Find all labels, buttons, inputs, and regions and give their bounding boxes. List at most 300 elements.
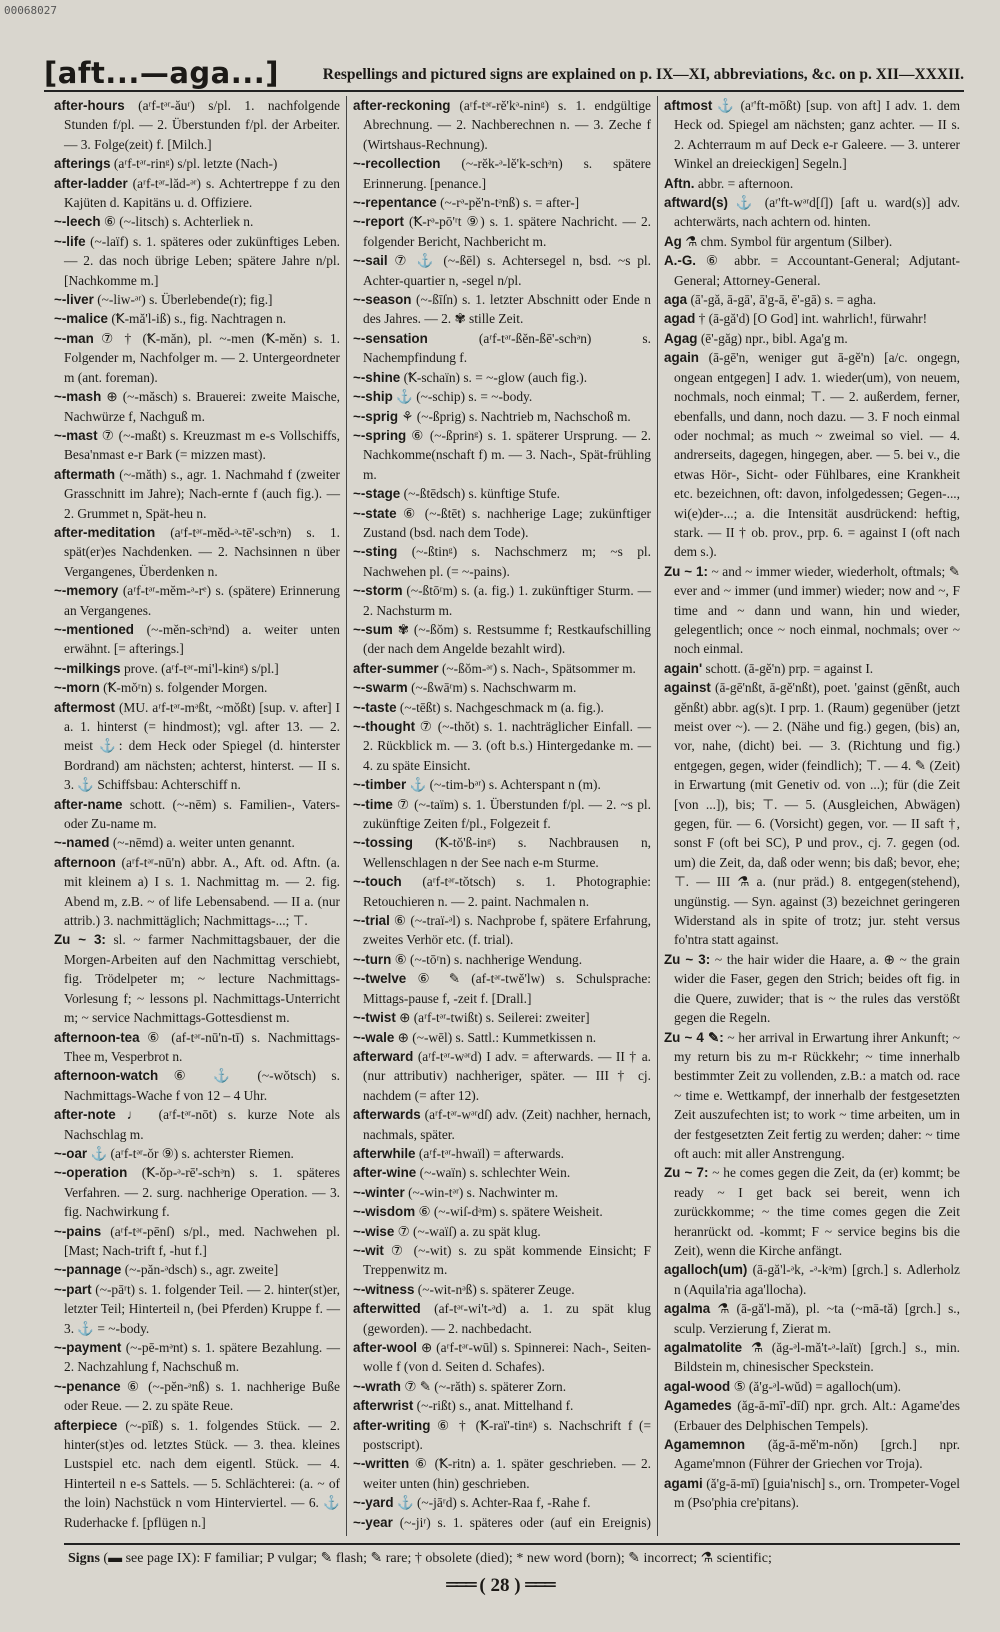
dictionary-entry: [54, 1280, 340, 1338]
entry-headword: ~-mentioned: [54, 621, 134, 637]
dictionary-entry: [664, 1435, 960, 1474]
entry-headword: ~-tossing: [353, 835, 413, 851]
entry-definition: (~-ßtinᵍ) s. Nachschmerz m; ~s pl. Nachwehen pl. (= ~-pains).: [363, 544, 651, 579]
entry-headword: ~-witness: [353, 1281, 415, 1297]
entry-headword: Agamedes: [664, 1398, 732, 1414]
entry-definition: † (ā-gă'd) [O God] int. wahrlich!, fürwahr!: [698, 311, 928, 327]
entry-definition: ⑦ ⚓ (~-ßēl) s. Achtersegel n, bsd. ~s pl. Achter-quartier n, -segel n/pl.: [363, 253, 651, 288]
entry-headword: [54, 1534, 152, 1536]
dictionary-entry: [353, 620, 651, 659]
dictionary-entry: [353, 795, 651, 834]
entry-definition: (Ꝁ-tŏ'ß-inᵍ) s. Nachbrausen n, Wellenschlagen n der See nach e-m Sturme.: [363, 835, 651, 870]
entry-headword: agad: [664, 311, 696, 327]
entry-headword: Agag: [664, 330, 698, 346]
double-bar-icon: ═══: [525, 1574, 554, 1596]
entry-headword: afternoon-tea: [54, 1029, 140, 1045]
entry-definition: (~-nēmd) a. weiter unten genannt.: [112, 835, 295, 851]
dictionary-entry: [664, 1028, 960, 1164]
entry-definition: (ā-gă'l-ᵊk, -ᵊ-kᵊm) [grch.] s. Adlerholz n (Aquila'ria aga'llocha).: [674, 1262, 960, 1297]
entry-headword: agalloch(um): [664, 1262, 748, 1278]
dictionary-entry: [353, 193, 651, 212]
entry-definition: (~-rißt) s., anat. Mittelhand f.: [416, 1398, 574, 1414]
dictionary-columns: [48, 96, 968, 1536]
entry-definition: (~-măth) s., agr. 1. Nachmahd f (zweiter Grasschnitt im Jahre); Nach-ernte f (auch fig.). — 2. Grummet n, Spät-heu n.: [64, 466, 340, 521]
entry-definition: ⑥ (~-ßtēt) s. nachherige Lage; zukünftiger Zustand (bsd. nach dem Tode).: [363, 505, 651, 540]
scan-id: 00068027: [4, 4, 57, 17]
dictionary-entry: [353, 1222, 651, 1241]
entry-definition: (ā'-gă, ā-gā', ā'g-ā, ē'-gā) s. = agha.: [690, 292, 877, 308]
dictionary-entry: [664, 562, 960, 659]
dictionary-entry: [353, 1028, 651, 1047]
entry-definition: ~ her arrival in Erwartung ihrer Ankunft; ~ my return bis zu m-r Rückkehr; ~ time innerhalb bestimmter Zeit zu vollenden, z.B.: a match od. race ~ time e. Wettkampf, der innerhalb der festgesetzten Zeit auszufechten ist; to work ~ time arbeiten, um in der festgesetzten Zeit fertig zu werden; daher: ~ time oft auch: mit aller Anstrengung.: [674, 1029, 960, 1161]
entry-definition: (~-pāʳt) s. 1. folgender Teil. — 2. hinter(st)er, letzter Teil; Hinterteil n, (bei Pferden) Kruppe f. — 3. ⚓ = ~-body.: [64, 1281, 340, 1336]
entry-headword: Zu ~ 3:: [664, 951, 711, 967]
dictionary-entry: [664, 1377, 960, 1396]
entry-headword: ~-sting: [353, 544, 398, 560]
entry-definition: (af-tᵊʳ-wi't-ᵊd) a. 1. zu spät klug (geworden). — 2. nachbedacht.: [363, 1301, 651, 1336]
entry-definition: (MU. aʳf-tᵊʳ-mᵊßt, ~mŏßt) [sup. v. after] I a. 1. hinterst (= hindmost); vgl. after 13. — 2. meist ⚓: dem Heck oder Spiegel (d. hinterster Bordrand) am nächsten; achterst, hinterst. — II s. 3. ⚓ Schiffsbau: Achterschiff n.: [64, 699, 340, 793]
entry-headword: aftward(s): [664, 195, 728, 211]
entry-definition: (aʳf-tᵊʳ-rĕ'kᵊ-ninᵍ) s. 1. endgültige Abrechnung. — 2. Nachberechnen n. — 3. Zeche f (Wirtshaus-Rechnung).: [363, 98, 651, 152]
dictionary-entry: [54, 1066, 340, 1105]
dictionary-entry: [54, 212, 340, 231]
dictionary-entry: [54, 1377, 340, 1416]
entry-definition: ⚓ (~-schip) s. = ~-body.: [396, 389, 533, 405]
dictionary-entry: [54, 1532, 340, 1536]
entry-headword: ~-swarm: [353, 680, 408, 696]
entry-definition: (~-mĕn-schᵊnd) a. weiter unten erwähnt. [= afterings.]: [64, 621, 340, 657]
entry-definition: ⑦ † (Ꝁ-măn), pl. ~-men (Ꝁ-mĕn) s. 1. Folgender m, Nachfolger m. — 2. Untergeordneter m (ant. foreman).: [64, 330, 340, 385]
dictionary-entry: [353, 717, 651, 775]
dictionary-entry: [54, 678, 340, 697]
entry-headword: ~-turn: [353, 951, 392, 967]
entry-definition: [156, 1534, 291, 1536]
dictionary-entry: [664, 174, 960, 193]
entry-headword: ~-season: [353, 292, 412, 308]
entry-definition: (~-păn-ᵊdsch) s., agr. zweite]: [124, 1262, 279, 1278]
entry-headword: agalma: [664, 1301, 711, 1317]
entry-headword: ~-milkings: [54, 660, 121, 676]
entry-definition: ⚓ (~-jāʳd) s. Achter-Raa f, -Rahe f.: [396, 1495, 591, 1511]
entry-definition: (aʳf-tᵊʳ-mĕm-ᵊ-rᵉ) s. (spätere) Erinnerung an Vergangenes.: [64, 583, 340, 618]
entry-definition: (~-rᵊ-pĕ'n-tᵊnß) s. = after-]: [440, 195, 580, 211]
dictionary-entry: [353, 1416, 651, 1455]
dictionary-entry: [54, 1105, 340, 1144]
entry-definition: ⑥ (af-tᵊʳ-nū'n-tī) s. Nachmittags-Thee m, Vesperbrot n.: [64, 1029, 340, 1064]
dictionary-entry: [353, 1454, 651, 1493]
dictionary-entry: [353, 96, 651, 154]
entry-headword: Ag: [664, 233, 682, 249]
entry-headword: after-reckoning: [353, 98, 451, 113]
dictionary-entry: [54, 465, 340, 523]
dictionary-entry: [54, 1222, 340, 1261]
dictionary-entry: [353, 329, 651, 368]
dictionary-entry: [353, 1338, 651, 1377]
dictionary-entry: [54, 309, 340, 328]
entry-definition: ⊕ (aʳf-tᵊʳ-twißt) s. Seilerei: zweiter]: [399, 1010, 590, 1026]
entry-headword: ~-payment: [54, 1340, 122, 1355]
dictionary-entry: [353, 950, 651, 969]
entry-headword: ~-thought: [353, 719, 416, 734]
dictionary-entry: [353, 542, 651, 581]
entry-headword: afterwrist: [353, 1398, 414, 1414]
entry-definition: ⊕ (aʳf-tᵊʳ-wūl) s. Spinnerei: Nach-, Seiten-wolle f (von d. Seiten d. Schafes).: [363, 1340, 651, 1375]
signs-text: F familiar; P vulgar; ✎ flash; ✎ rare; † obsolete (died); * new word (born); ✎ incorrect; ⚗ scientific;: [203, 1551, 772, 1566]
entry-definition: abbr. = afternoon.: [697, 175, 794, 191]
entry-headword: ~-life: [54, 233, 86, 249]
entry-headword: against: [664, 680, 711, 696]
dictionary-entry: [353, 1241, 651, 1280]
dictionary-entry: [664, 659, 960, 678]
entry-headword: aga: [664, 292, 688, 308]
entry-definition: (~-laïf) s. 1. späteres oder zukünftiges Leben. — 2. das noch übrige Leben; spätere Jahre n/pl. [Nachkomme m.]: [64, 233, 340, 288]
guide-words: [aft...—aga...]: [44, 56, 280, 90]
dictionary-entry: [353, 1144, 651, 1163]
signs-label: Signs: [68, 1551, 100, 1566]
entry-headword: ~-stage: [353, 486, 401, 502]
entry-definition: (ā-gē'n, weniger gut ā-gĕ'n) [a/c. ongegn, ongean entgegen] I adv. 1. wieder(um), von neuem, nochmals, noch einmal; ⊤. — 2. außerdem, ferner, ebenfalls, und dann, noch dazu. — 3. F noch einmal oder nochmal; as much ~ zweimal so viel. — 4. andrerseits, dagegen, hingegen, aber. — 5. bei v., die etwas Hör-, Sicht- oder Fühlbares, eine Krankheit etc. bezeichnen, oft: davon, infolgedessen; Gegen-..., wi(e)der-...; a. die Intensität ausdrückend: heftig, stark. — II † ob. prov., prp. 6. = against I (oft nach dem s.).: [674, 350, 960, 560]
double-bar-icon: ═══: [446, 1574, 475, 1596]
entry-headword: ~-penance: [54, 1378, 121, 1394]
entry-definition: ⚓ (~-tim-bᵊʳ) s. Achterspant n (m).: [409, 777, 601, 793]
dictionary-entry: [664, 950, 960, 1028]
entry-headword: afternoon-watch: [54, 1068, 159, 1084]
entry-headword: ~-mash: [54, 389, 102, 405]
dictionary-entry: [353, 1163, 651, 1182]
dictionary-entry: [54, 387, 340, 426]
entry-definition: sl. ~ farmer Nachmittagsbauer, der die Morgen-Arbeiten auf den Nachmittag verschiebt, fig. Trödelpeter m; ~ lecture Nachmittags-Vorlesung f; ~ lessons pl. Nachmittags-Unterricht m; ~ service Nachmittags-Gottesdienst m.: [64, 932, 340, 1026]
entry-definition: ⑥ (~-traï-ᵊl) s. Nachprobe f, spätere Erfahrung, zweites Verhör etc. (f. trial).: [363, 913, 651, 948]
entry-headword: ~-ship: [353, 389, 393, 405]
entry-definition: (aʳf-tᵊʳ-tŏtsch) s. 1. Photographie: Retouchieren n. — 2. paint. Nachmalen n.: [363, 874, 651, 909]
entry-definition: ⑥ (~-ßprinᵍ) s. 1. späterer Ursprung. — 2. Nachkomme(nschaft f) m. — 3. Nach-, Spät-frühling m.: [363, 427, 651, 482]
dictionary-entry: [353, 1280, 651, 1299]
entry-headword: ~-man: [54, 330, 94, 346]
entry-definition: ✾ (~-ßŏm) s. Restsumme f; Restkaufschilling (der nach dem Angelde bezahlt wird).: [363, 621, 651, 657]
entry-headword: ~-memory: [54, 583, 119, 599]
entry-headword: ~-wale: [353, 1029, 395, 1045]
entry-headword: ~-wrath: [353, 1378, 401, 1394]
dictionary-entry: [54, 329, 340, 387]
entry-headword: after-summer: [353, 660, 439, 676]
dictionary-entry: [353, 678, 651, 697]
dictionary-entry: [353, 775, 651, 794]
entry-headword: ~-timber: [353, 777, 407, 793]
entry-definition: (aʳf-tᵊʳ-nū'n) abbr. A., Aft. od. Aftn. (a. mit kleinem a) I s. 1. Nachmittag m. — 2. fig. Abend m, z.B. ~ of life Lebensabend. — II a. (nur attrib.) 3. nachmittäglich; Nachmittags-...; ⊤.: [64, 854, 340, 929]
dictionary-entry: [353, 833, 651, 872]
entry-definition: ⑦ (~-waïſ) a. zu spät klug.: [397, 1223, 541, 1239]
column-1: [48, 96, 346, 1536]
dictionary-entry: [353, 1377, 651, 1396]
dictionary-entry: [353, 1493, 651, 1512]
dictionary-entry: [54, 426, 340, 465]
entry-definition: ⚓ (aʳ'ft-wᵊʳd[ſ]) [aft u. ward(s)] adv. achterwärts, nach achtern od. hinten.: [674, 195, 961, 230]
entry-definition: (~-ßtēdsch) s. künftige Stufe.: [403, 486, 560, 502]
dictionary-entry: [54, 581, 340, 620]
entry-headword: ~-sprig: [353, 408, 399, 424]
dictionary-entry: [353, 911, 651, 950]
dictionary-entry: [664, 290, 960, 309]
entry-headword: ~-part: [54, 1281, 92, 1297]
entry-definition: (aʳf-tᵊʳ-rinᵍ) s/pl. letzte (Nach-): [113, 156, 278, 172]
dictionary-entry: [54, 96, 340, 154]
dictionary-entry: [353, 1047, 651, 1105]
entry-headword: ~-year: [353, 1514, 393, 1530]
dictionary-entry: [664, 96, 960, 174]
entry-headword: afterpiece: [54, 1417, 118, 1433]
entry-headword: ~-oar: [54, 1145, 88, 1161]
dictionary-entry: [353, 698, 651, 717]
dictionary-entry: [664, 348, 960, 561]
dictionary-entry: [353, 659, 651, 678]
dictionary-entry: [664, 251, 960, 290]
dictionary-entry: [664, 1338, 960, 1377]
entry-definition: ⊕ (~-wēl) s. Sattl.: Kummetkissen n.: [397, 1029, 597, 1045]
dictionary-entry: [353, 1202, 651, 1221]
entry-headword: ~-liver: [54, 292, 94, 308]
entry-headword: afternoon: [54, 854, 116, 870]
entry-definition: ⑥ (~-wiſ-dᵊm) s. spätere Weisheit.: [418, 1204, 603, 1220]
dictionary-entry: [54, 930, 340, 1027]
entry-headword: ~-wise: [353, 1223, 395, 1239]
entry-headword: ~-twist: [353, 1010, 396, 1026]
entry-headword: ~-mast: [54, 427, 98, 443]
dictionary-entry: [353, 1008, 651, 1027]
dictionary-entry: [353, 969, 651, 1008]
entry-headword: ~-yard: [353, 1495, 394, 1511]
entry-headword: ~-taste: [353, 699, 397, 715]
dictionary-entry: [353, 1396, 651, 1415]
entry-definition: ~ and ~ immer wieder, wiederholt, oftmals; ✎ ever and ~ immer (und immer) wieder; now and ~, F time and ~ dann und wann, hin und wieder, gelegentlich; once ~ noch einmal, nochmals; over ~ noch einmal.: [674, 563, 960, 657]
entry-headword: after-meditation: [54, 524, 156, 540]
entry-definition: schott. (~-nēm) s. Familien-, Vaters- oder Zu-name m.: [64, 796, 340, 832]
entry-headword: ~-pannage: [54, 1262, 122, 1278]
entry-definition: ⑥ † (Ꝁ-raï'-tinᵍ) s. Nachschrift f (= postscript).: [363, 1417, 651, 1453]
entry-headword: ~-trial: [353, 913, 390, 929]
dictionary-entry: [54, 620, 340, 659]
entry-headword: ~-operation: [54, 1165, 128, 1181]
entry-definition: schott. (ā-gĕ'n) prp. = against I.: [705, 660, 874, 676]
entry-headword: ~-touch: [353, 874, 402, 890]
entry-headword: after-hours: [54, 98, 125, 113]
header-note: Respellings and pictured signs are explained on p. IX—XI, abbreviations, &c. on p. XII—XXXII.: [322, 66, 964, 83]
entry-headword: Zu ~ 7:: [664, 1165, 709, 1181]
entry-definition: ⚘ (~-ßprig) s. Nachtrieb m, Nachschoß m.: [401, 408, 631, 424]
entry-definition: ~ he comes gegen die Zeit, da (er) kommt; be ready ~ I get back sei bereit, wenn ich zurückkomme; ~ the time comes gegen die Zeit heranrückt od. -kommt; F ~ service begins bis die Zeit), wenn die Kirche anfängt.: [674, 1165, 960, 1258]
entry-definition: (~-pīß) s. 1. folgendes Stück. — 2. hinter(st)es od. letztes Stück. — 3. thea. kleines Lustspiel etc. nach dem eigentl. Stück. — 4. Hinterteil n e-s Sattels. — 5. Schlächterei: (a. ~ of the loin) Nachstück n vom Hinterviertel. — 6. ⚓ Ruderhacke f. [pflügen n.]: [64, 1417, 340, 1530]
entry-headword: after-wool: [353, 1340, 417, 1355]
entry-headword: agalmatolite: [664, 1340, 743, 1355]
book-icon: ▬: [108, 1551, 123, 1566]
dictionary-entry: [353, 504, 651, 543]
entry-headword: ~-morn: [54, 680, 100, 696]
dictionary-entry: [54, 698, 340, 795]
dictionary-entry: [353, 154, 651, 193]
entry-definition: (~-tēßt) s. Nachgeschmack m (a. fig.).: [399, 699, 604, 715]
entry-definition: (aʳf-tᵊʳ-ßĕn-ßē'-schᵊn) s. Nachempfindung f.: [363, 330, 651, 366]
entry-definition: (aʳf-tᵊʳ-pēnſ) s/pl., med. Nachwehen pl. [Mast; Nach-trift f, -hut f.]: [64, 1223, 340, 1258]
entry-definition: (~-wit-nᵊß) s. späterer Zeuge.: [417, 1281, 575, 1297]
entry-definition: ⑥ (~-tōʳn) s. nachherige Wendung.: [394, 951, 583, 967]
entry-headword: ~-sum: [353, 621, 393, 637]
entry-headword: afterward: [353, 1048, 414, 1064]
entry-headword: ~-malice: [54, 311, 108, 327]
dictionary-entry: [54, 232, 340, 290]
signs-ref: see page IX):: [125, 1551, 201, 1566]
entry-definition: ⑤ (ă'g-ᵊl-wŭd) = agalloch(um).: [733, 1378, 902, 1394]
entry-definition: (aʳf-tᵊʳ-lăd-ᵊʳ) s. Achtertreppe f zu den Kajüten d. Kapitäns u. d. Offiziere.: [64, 175, 340, 211]
entry-definition: (Ꝁ-ŏp-ᵊ-rē'-schᵊn) s. 1. späteres Verfahren. — 2. surg. nachherige Operation. — 3. fig. Nachwirkung f.: [64, 1165, 340, 1220]
entry-headword: Zu ~ 4 ✎:: [664, 1029, 724, 1045]
dictionary-entry: [54, 853, 340, 931]
dictionary-entry: [664, 1474, 960, 1513]
entry-headword: ~-recollection: [353, 156, 441, 172]
entry-headword: A.-G.: [664, 253, 696, 269]
entry-definition: ⑦ (~-taïm) s. 1. Überstunden f/pl. — 2. ~s pl. zukünftige Zeiten f/pl., Folgezeit f.: [363, 796, 651, 832]
entry-definition: (aʳf-tᵊʳ-wᵊʳdſ) adv. (Zeit) nachher, hernach, nachmals, später.: [363, 1107, 651, 1142]
entry-definition: (~-waïn) s. schlechter Wein.: [419, 1165, 571, 1181]
entry-definition: (~-jiʳ) s. 1. späteres oder (auf ein Ereignis): [399, 1514, 651, 1530]
dictionary-entry: [54, 290, 340, 309]
dictionary-entry: [353, 484, 651, 503]
entry-headword: ~-storm: [353, 583, 403, 599]
entry-headword: ~-winter: [353, 1184, 405, 1200]
page-header: [44, 50, 964, 92]
entry-definition: ⚓ (aʳf-tᵊʳ-ŏr ⑨) s. achterster Riemen.: [90, 1145, 294, 1161]
entry-headword: ~-written: [353, 1456, 410, 1472]
entry-definition: ♩ (aʳf-tᵊʳ-nōt) s. kurze Note als Nachschlag m.: [64, 1107, 340, 1142]
entry-definition: (~-win-tᵊʳ) s. Nachwinter m.: [408, 1184, 559, 1200]
dictionary-entry: [54, 1260, 340, 1279]
entry-headword: ~-wisdom: [353, 1204, 416, 1220]
dictionary-entry: [54, 1338, 340, 1377]
entry-definition: ⑥ (~-pĕn-ᵊnß) s. 1. nachherige Buße oder Reue. — 2. zu späte Reue.: [64, 1378, 340, 1414]
entry-headword: ~-repentance: [353, 195, 437, 211]
entry-headword: agal-wood: [664, 1378, 731, 1394]
entry-headword: ~-named: [54, 835, 110, 851]
entry-headword: ~-report: [353, 214, 404, 230]
entry-headword: ~-sensation: [353, 330, 428, 346]
entry-definition: ⑦ ✎ (~-răth) s. späterer Zorn.: [404, 1378, 567, 1394]
footer-rule: [64, 1543, 960, 1545]
dictionary-entry: [54, 1163, 340, 1221]
dictionary-entry: [353, 212, 651, 251]
entry-definition: ⑦ (~-maßt) s. Kreuzmast m e-s Vollschiffs, Besa'nmast e-r Bark (= mizzen mast).: [64, 427, 340, 463]
entry-headword: after-ladder: [54, 175, 128, 191]
dictionary-entry: [54, 1144, 340, 1163]
entry-headword: agami: [664, 1475, 703, 1491]
dictionary-entry: [353, 368, 651, 387]
dictionary-entry: [664, 1396, 960, 1435]
dictionary-entry: [353, 290, 651, 329]
dictionary-entry: [54, 174, 340, 213]
entry-definition: ⑥ ⚓ (~-wŏtsch) s. Nachmittags-Wache f von 12 – 4 Uhr.: [64, 1068, 340, 1103]
entry-headword: Aftn.: [664, 175, 695, 191]
entry-definition: ⚗ (ā-gă'l-mă), pl. ~ta (~mā-tă) [grch.] s., sculp. Verzierung f, Zierat m.: [674, 1301, 960, 1336]
entry-definition: (aʳf-tᵊʳ-wᵊʳd) I adv. = afterwards. — II † a. (nur attributiv) nachheriger, später. — III † cj. nachdem (= after 12).: [363, 1048, 652, 1103]
entry-headword: ~-pains: [54, 1223, 102, 1239]
entry-definition: ⑦ (~-thŏt) s. 1. nachträglicher Einfall. — 2. Rückblick m. — 3. (oft b.s.) Hintergedanke m. — 4. zu späte Einsicht.: [363, 719, 651, 773]
entry-headword: after-note: [54, 1107, 116, 1123]
entry-headword: ~-time: [353, 796, 393, 812]
dictionary-entry: [353, 426, 651, 484]
entry-headword: again: [664, 350, 699, 366]
entry-definition: (Ꝁ-mŏʳn) s. folgender Morgen.: [103, 680, 268, 696]
entry-definition: (~-pē-mᵊnt) s. 1. spätere Bezahlung. — 2. Nachzahlung f, Nachschuß m.: [64, 1340, 340, 1375]
entry-definition: (Ꝁ-schaïn) s. = ~-glow (auch fig.).: [403, 369, 588, 385]
entry-definition: ⑦ (~-wit) s. zu spät kommende Einsicht; F Treppenwitz m.: [363, 1242, 651, 1278]
entry-headword: aftmost: [664, 98, 713, 113]
entry-definition: (aʳf-tᵊʳ-mĕd-ᵊ-tē'-schᵊn) s. 1. spät(er)es Nachdenken. — 2. Nachsinnen n über Vergangenes, Überdenken n.: [64, 524, 340, 579]
entry-headword: ~-state: [353, 505, 397, 521]
dictionary-entry: [353, 1183, 651, 1202]
dictionary-entry: [664, 309, 960, 328]
entry-definition: ⑥ ✎ (af-tᵊʳ-twĕ'lw) s. Schulsprache: Mittags-pause f, -zeit f. [Drall.]: [363, 971, 651, 1006]
entry-definition: prove. (aʳf-tᵊʳ-mi'l-kinᵍ) s/pl.]: [123, 660, 279, 676]
signs-legend: Signs (▬ see page IX): F familiar; P vulgar; ✎ flash; ✎ rare; † obsolete (died); * new word (born); ✎ incorrect; ⚗ scientific;: [68, 1551, 772, 1566]
entry-definition: (~-ßīſn) s. 1. letzter Abschnitt oder Ende n des Jahres. — 2. ✾ stille Zeit.: [363, 292, 651, 327]
dictionary-entry: [353, 1105, 651, 1144]
entry-headword: ~-sail: [353, 253, 388, 269]
dictionary-entry: [54, 659, 340, 678]
dictionary-entry: [54, 154, 340, 173]
dictionary-entry: [54, 1028, 340, 1067]
entry-definition: (~-rĕk-ᵊ-lĕ'k-schᵊn) s. spätere Erinnerung. [penance.]: [363, 156, 651, 191]
dictionary-entry: [54, 1416, 340, 1532]
dictionary-entry: [664, 678, 960, 950]
dictionary-entry: [54, 523, 340, 581]
entry-definition: (~-ßwāʳm) s. Nachschwarm m.: [411, 680, 577, 696]
entry-headword: aftermost: [54, 699, 116, 715]
dictionary-entry: [54, 795, 340, 834]
dictionary-entry: [664, 1260, 960, 1299]
dictionary-entry: [664, 1163, 960, 1260]
dictionary-entry: [353, 1299, 651, 1338]
dictionary-entry: [664, 232, 960, 251]
entry-definition: (ăg-ā-mī'-dīſ) npr. grch. Alt.: Agame'des (Erbauer des Delphischen Tempels).: [674, 1398, 960, 1433]
entry-headword: Zu ~ 1:: [664, 563, 708, 579]
dictionary-entry: [353, 407, 651, 426]
entry-definition: (aʳf-tᵊʳ-ăuʳ) s/pl. 1. nachfolgende Stunden f/pl. — 2. Überstunden f/pl. der Arbeiter. — 3. Folge(zeit) f. [Milch.]: [64, 98, 340, 152]
entry-headword: afterwhile: [353, 1145, 416, 1161]
entry-definition: (ē'-găg) npr., bibl. Aga'g m.: [700, 330, 848, 346]
dictionary-entry: [664, 329, 960, 348]
entry-headword: ~-shine: [353, 369, 401, 385]
entry-headword: after-wine: [353, 1165, 417, 1181]
entry-headword: ~-twelve: [353, 971, 407, 987]
column-3: [657, 96, 966, 1536]
dictionary-entry: [353, 251, 651, 290]
dictionary-entry: [664, 1299, 960, 1338]
entry-definition: ⊕ (~-măsch) s. Brauerei: zweite Maische, Nachwürze f, Nachguß m.: [64, 389, 340, 424]
entry-headword: afterwitted: [353, 1301, 421, 1317]
entry-headword: afterings: [54, 156, 111, 172]
entry-definition: (~-liw-ᵊʳ) s. Überlebende(r); fig.]: [97, 292, 273, 308]
dictionary-entry: [353, 581, 651, 620]
entry-definition: (aʳf-tᵊʳ-hwaïl) = afterwards.: [418, 1145, 564, 1161]
entry-headword: again': [664, 660, 703, 676]
entry-definition: (~-ßŏm-ᵊʳ) s. Nach-, Spätsommer m.: [441, 660, 636, 676]
entry-headword: ~-spring: [353, 427, 407, 443]
dictionary-entry: [353, 387, 651, 406]
entry-definition: (Ꝁ-mă'l-iß) s., fig. Nachtragen n.: [111, 311, 287, 327]
entry-definition: (Ꝁ-rᵊ-pō'ʳt ⑨) s. 1. spätere Nachricht. — 2. folgender Bericht, Nachbericht m.: [363, 214, 651, 249]
entry-definition: (ā-gē'nßt, ā-gĕ'nßt), poet. 'gainst (gēnßt, auch gĕnßt) abbr. ag(s)t. I prp. 1. (Raum) gegenüber (jetzt meist over ~). — 2. (Nähe und fig.) gegen, (bis) an, vor, nahe, (dicht) bei. — 3. (Richtung und fig.) entgegen, gegen, wider (feindlich); ⊤. — 4. ✎ (Zeit) in Erwartung (mit Genetiv od. von ...); für (die Zeit [von ...]), bis; ⊤. — 5. (Ausgleichen, Abwägen) gegen, für. — 6. (Vorsicht) gegen, vor. — II saft †, sonst F (oft bei SC), P und prov., cj. 7. gegen (od. um) die Zeit, da, daß oder wenn; bis daß; bevor, ehe; ⊤. — III ⚗ a. (nur präd.) 8. entgegen(stehend), ungünstig. — Syn. against (3) bezeichnet geringeren Widerstand als in spite of trotz; jur. steht versus fo'ntra statt against.: [674, 680, 960, 948]
dictionary-entry: [54, 833, 340, 852]
entry-definition: ⑥ abbr. = Accountant-General; Adjutant-General; Attorney-General.: [674, 253, 961, 288]
entry-definition: (ăg-ā-mĕ'm-nŏn) [grch.] npr. Agame'mnon (Führer der Griechen vor Troja).: [674, 1437, 960, 1472]
entry-headword: Agamemnon: [664, 1437, 746, 1453]
